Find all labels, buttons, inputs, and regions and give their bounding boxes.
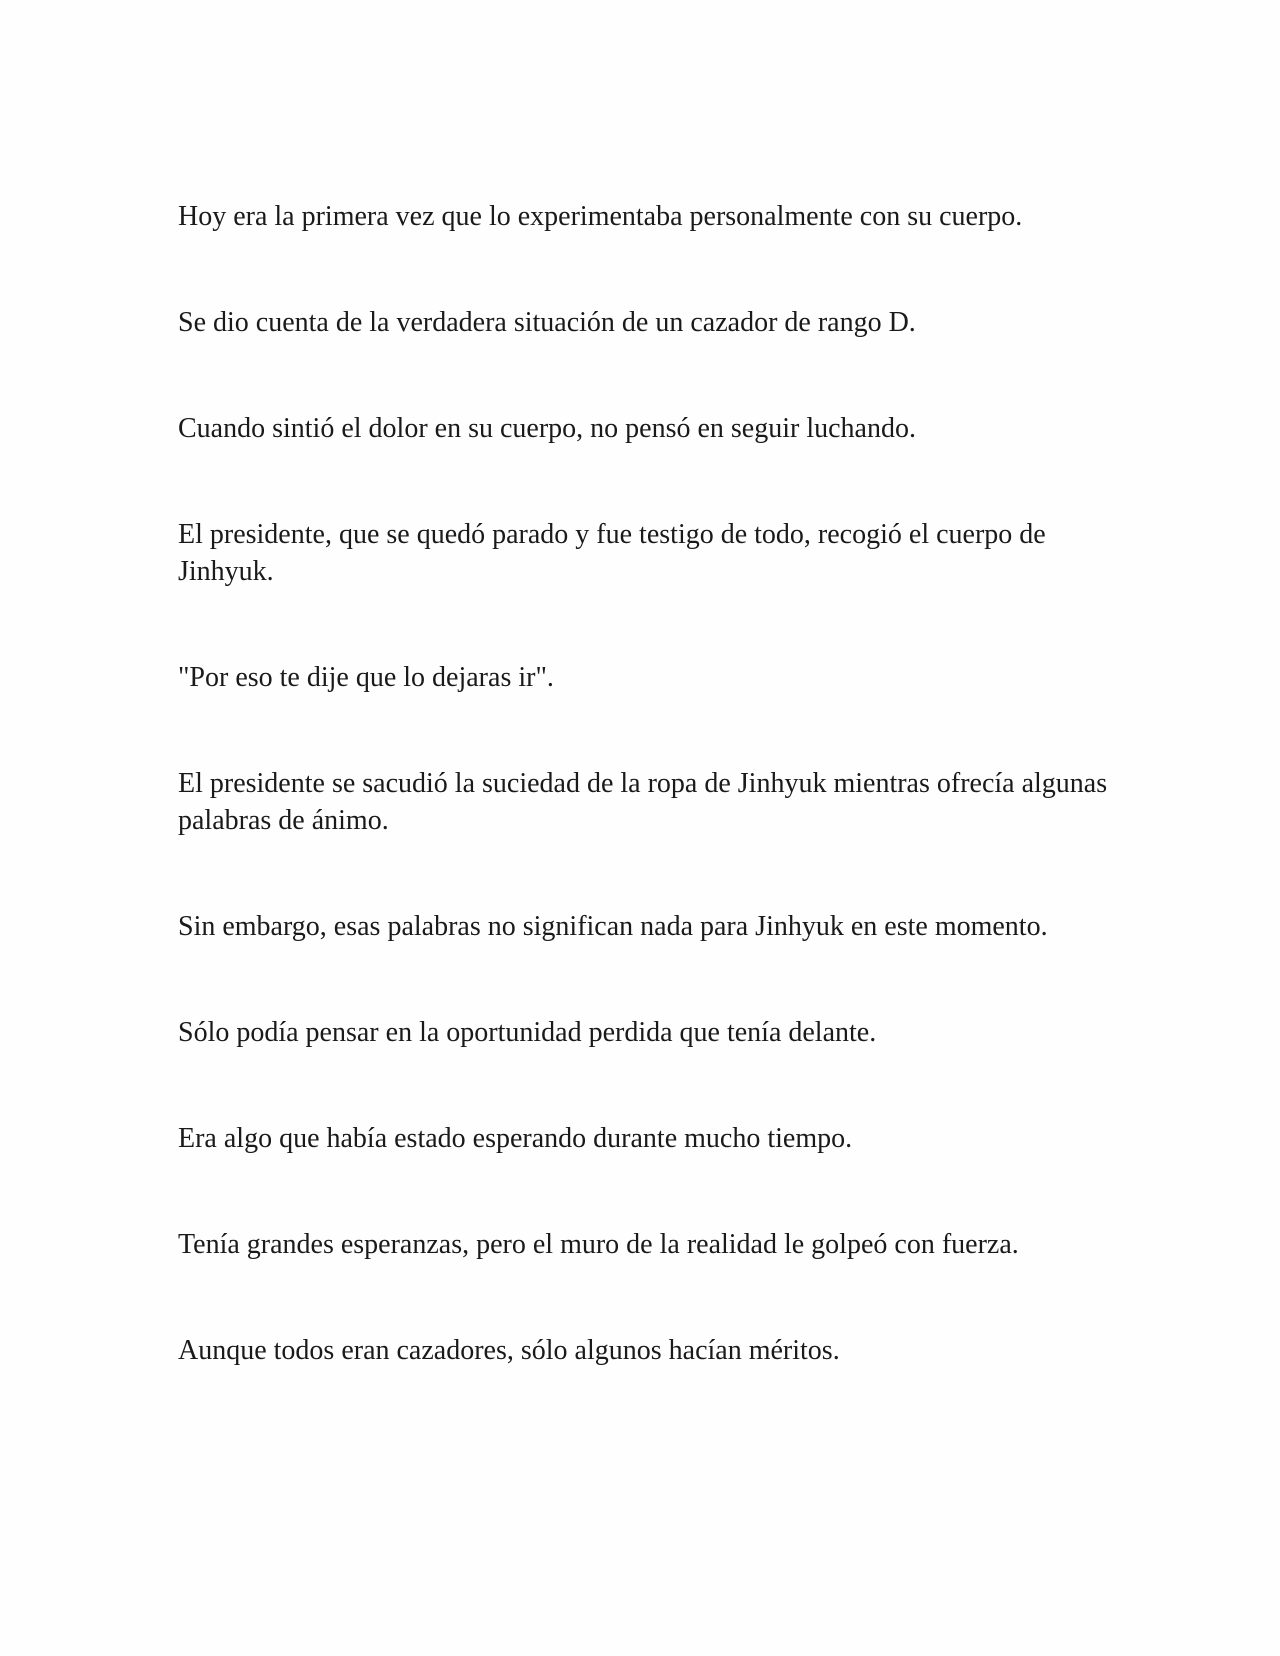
document-body <box>178 198 1118 1438</box>
paragraph: El presidente se sacudió la suciedad de la ropa de Jinhyuk mientras ofrecía algunas palabras de ánimo. <box>178 768 1108 836</box>
paragraph: Sin embargo, esas palabras no significan nada para Jinhyuk en este momento. <box>178 911 1048 942</box>
paragraph: El presidente, que se quedó parado y fue testigo de todo, recogió el cuerpo de Jinhyuk. <box>178 519 1046 587</box>
paragraph: "Por eso te dije que lo dejaras ir". <box>178 662 554 693</box>
paragraph: Hoy era la primera vez que lo experimentaba personalmente con su cuerpo. <box>178 201 1023 232</box>
paragraph: Aunque todos eran cazadores, sólo algunos hacían méritos. <box>178 1335 840 1366</box>
paragraph: Se dio cuenta de la verdadera situación de un cazador de rango D. <box>178 307 916 338</box>
paragraph: Tenía grandes esperanzas, pero el muro de la realidad le golpeó con fuerza. <box>178 1229 1019 1260</box>
paragraph: Cuando sintió el dolor en su cuerpo, no pensó en seguir luchando. <box>178 413 916 444</box>
paragraph: Era algo que había estado esperando durante mucho tiempo. <box>178 1123 853 1154</box>
paragraph: Sólo podía pensar en la oportunidad perdida que tenía delante. <box>178 1017 877 1048</box>
